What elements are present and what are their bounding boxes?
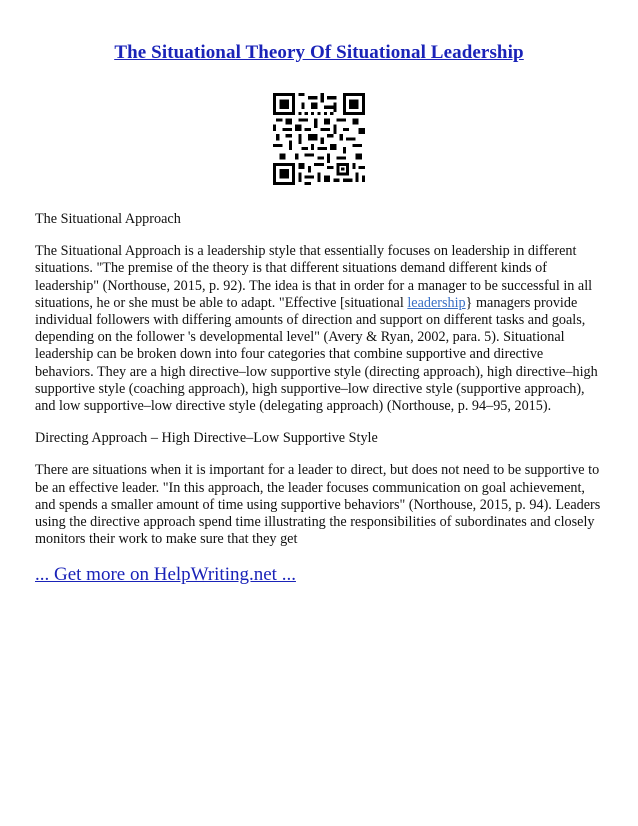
- paragraph-intro-text-b: } managers provide individual followers with differing amounts of direction and support on different tasks and goals, depending on the follower 's developmental level" (Avery & Ryan, 2002, para. 5). Situational leadership can be broken down into four categories that combine supportive and directive behaviors. They are a high directive–low supportive style (directing approach), high directive–high supportive style (coaching approach), high supportive–low directive style (supportive approach), and low supportive–low directive style (delegating approach) (Northouse, p. 94–95, 2015).: [35, 294, 598, 415]
- section-heading: The Situational Approach: [35, 211, 181, 227]
- paragraph-intro: [35, 243, 605, 415]
- get-more-link[interactable]: ... Get more on HelpWriting.net ...: [35, 564, 296, 585]
- paragraph-intro-text-a: The Situational Approach is a leadership style that essentially focuses on leadership in different situations. "The premise of the theory is that different situations demand different kinds of leadership" (Northouse, 2015, p. 92). The idea is that in order for a manager to be successful in all situations, he or she must be able to adapt. "Effective [situational: [35, 243, 593, 311]
- leadership-link[interactable]: leadership: [407, 294, 466, 311]
- paragraph-directing: There are situations when it is important for a leader to direct, but does not need to be supportive to be an effective leader. "In this approach, the leader focuses communication on goal achievement, and spends a smaller amount of time using supportive behaviors" (Northouse, 2015, p. 94). Leaders using the directive approach spend time illustrating the responsibilities of subordinates and closely monitors their work to make sure that they get: [35, 462, 601, 548]
- document-body: [35, 211, 605, 563]
- subheading: Directing Approach – High Directive–Low Supportive Style: [35, 430, 378, 447]
- document-title: [0, 42, 638, 64]
- qr-code-icon: [273, 93, 365, 185]
- title-link[interactable]: The Situational Theory Of Situational Leadership: [114, 42, 524, 63]
